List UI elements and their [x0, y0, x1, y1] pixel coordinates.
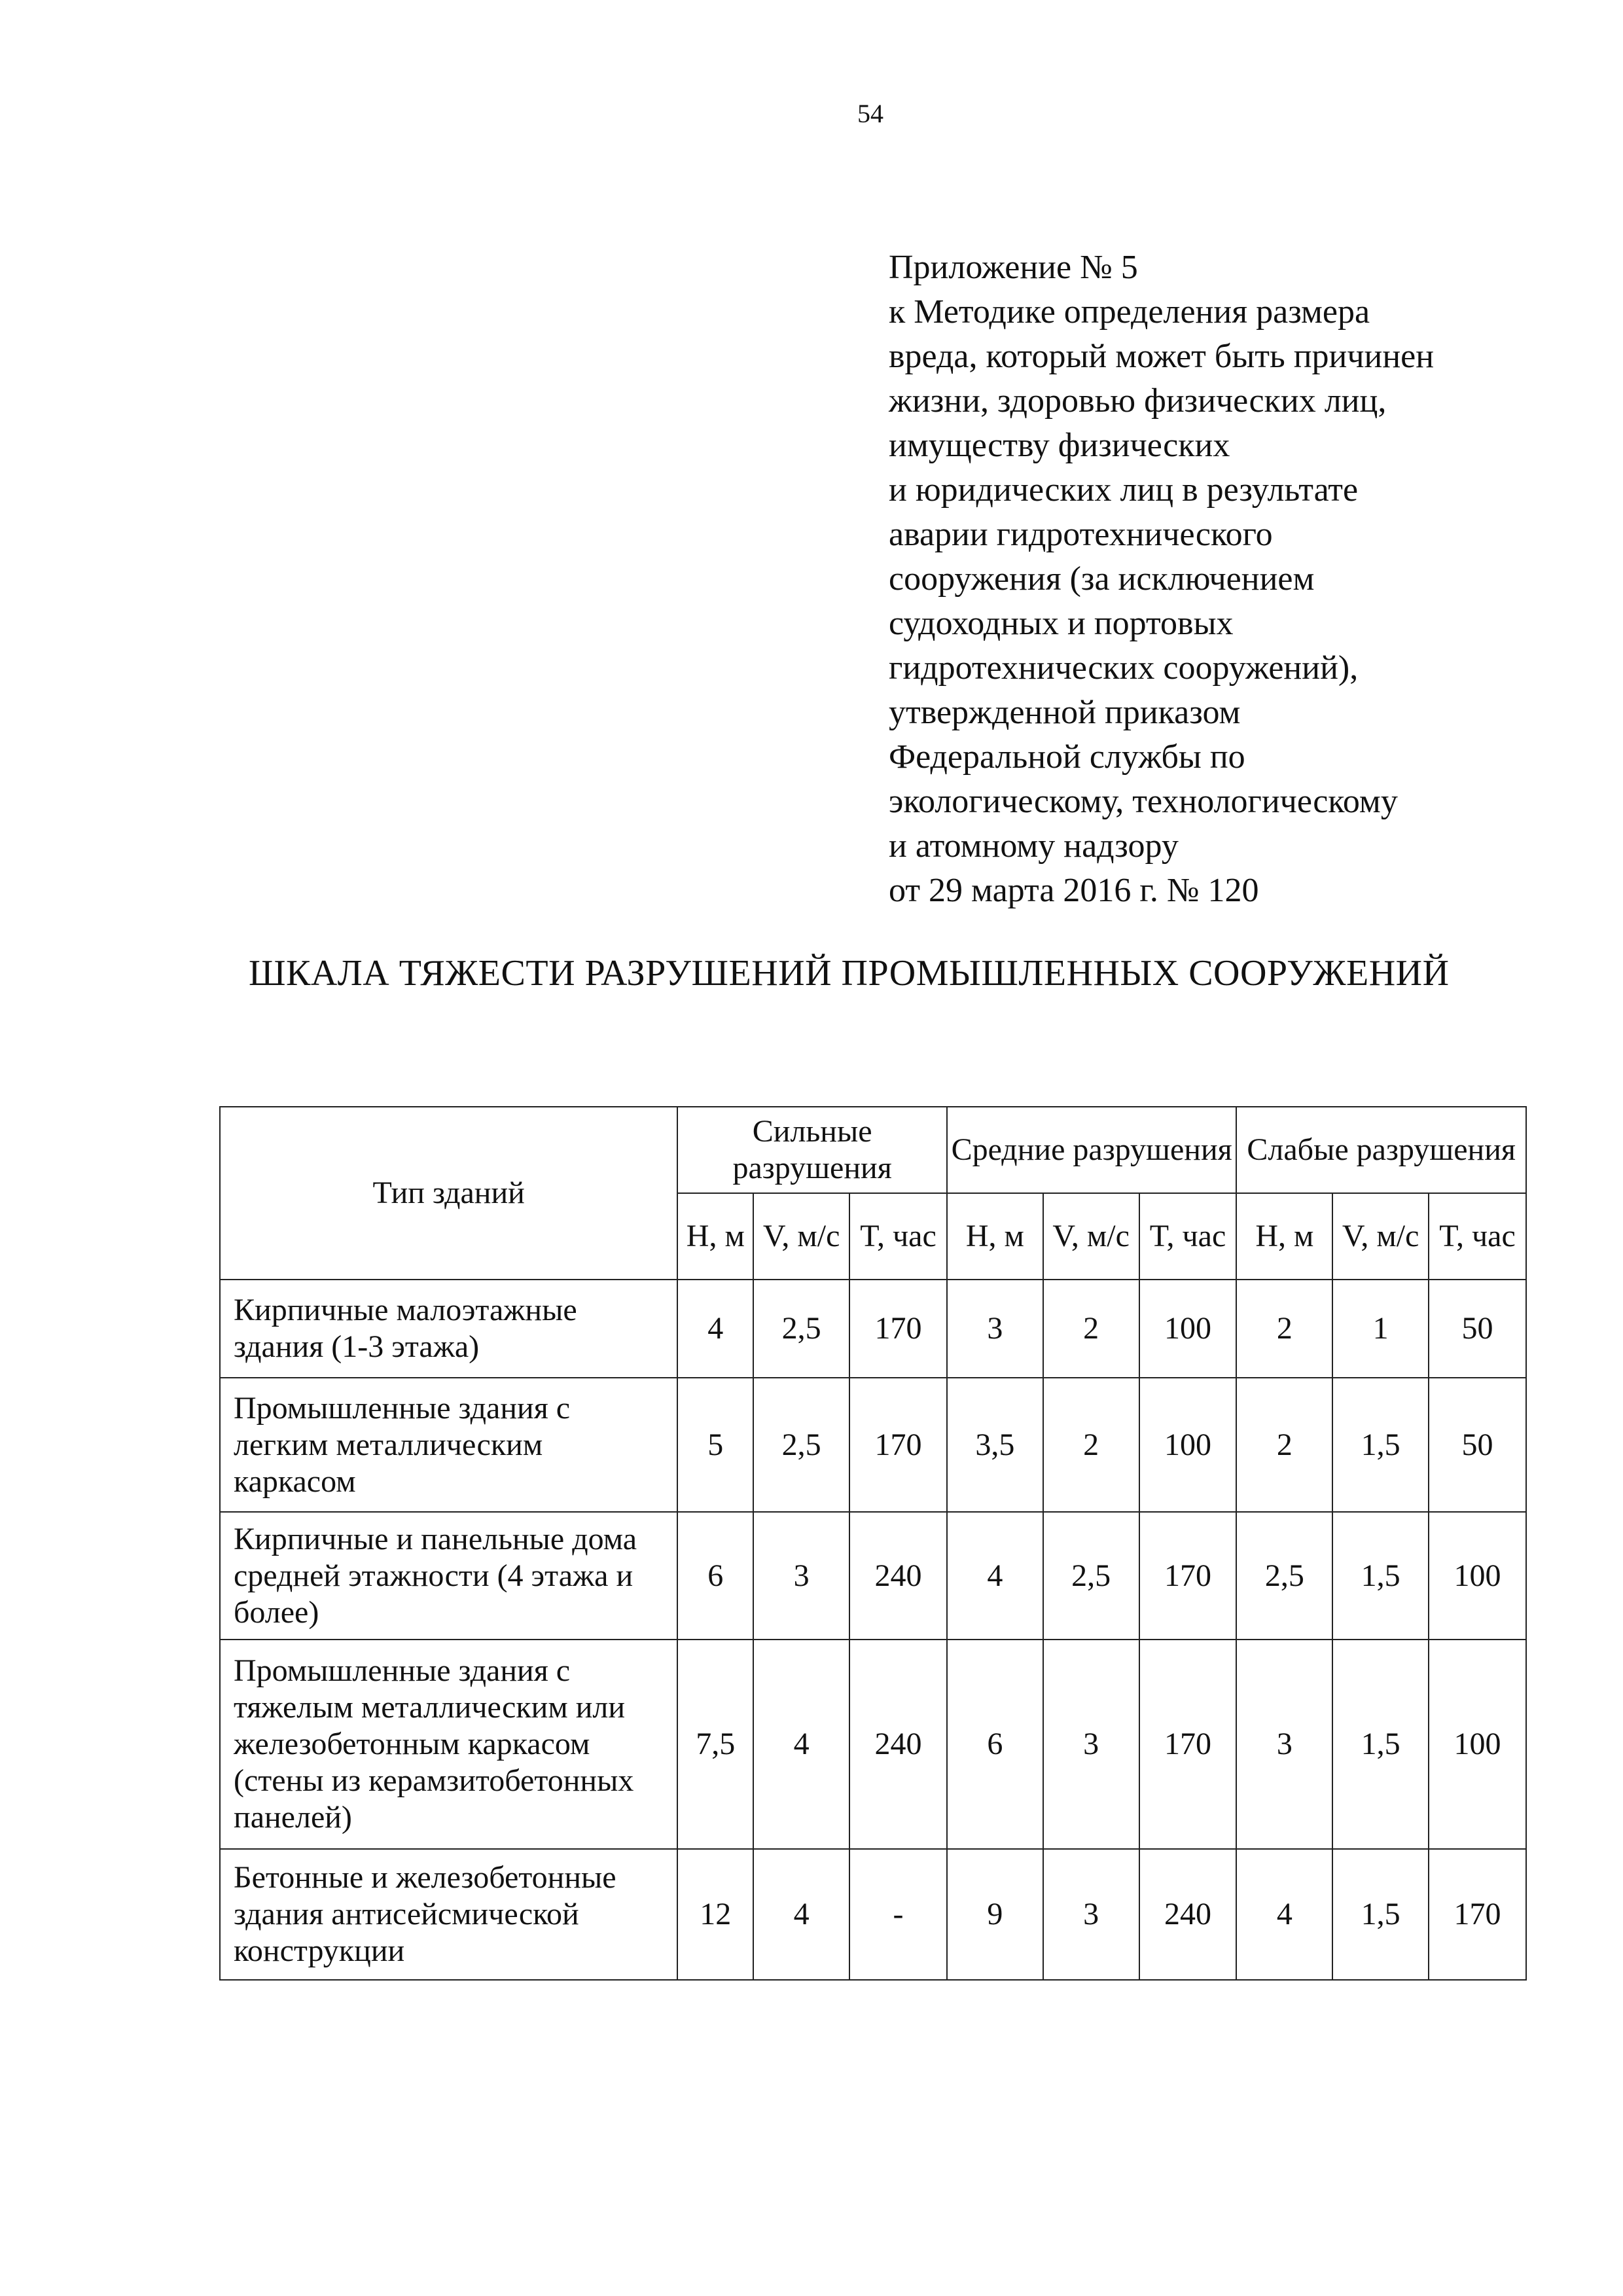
table-cell: 1,5: [1332, 1512, 1429, 1640]
column-header-param: T, час: [1139, 1193, 1237, 1280]
table-cell: 2,5: [753, 1378, 849, 1512]
table-cell: 100: [1139, 1378, 1237, 1512]
appendix-line: к Методике определения размера: [889, 293, 1370, 331]
document-title: ШКАЛА ТЯЖЕСТИ РАЗРУШЕНИЙ ПРОМЫШЛЕННЫХ СООРУЖЕНИЙ: [249, 953, 1450, 994]
table-cell: 4: [677, 1280, 753, 1378]
column-header-param: V, м/с: [753, 1193, 849, 1280]
column-header-param: T, час: [1429, 1193, 1526, 1280]
table-cell: 4: [947, 1512, 1043, 1640]
row-label: Кирпичные малоэтажные здания (1-3 этажа): [220, 1280, 677, 1378]
table-cell: 1,5: [1332, 1640, 1429, 1849]
column-header-param: H, м: [947, 1193, 1043, 1280]
appendix-line: сооружения (за исключением: [889, 560, 1315, 598]
column-header-param: H, м: [677, 1193, 753, 1280]
page-number: 54: [857, 99, 883, 128]
appendix-line: аварии гидротехнического: [889, 516, 1273, 553]
table-cell: 2,5: [1236, 1512, 1332, 1640]
column-group-header-medium: Средние разрушения: [947, 1107, 1237, 1193]
column-header-building-type: Тип зданий: [220, 1107, 677, 1280]
table-cell: 3: [1043, 1640, 1139, 1849]
row-label: Промышленные здания с тяжелым металлическим или железобетонным каркасом (стены из керамзитобетонных панелей): [220, 1640, 677, 1849]
table-row: [220, 1280, 1526, 1378]
table-cell: 2: [1236, 1280, 1332, 1378]
table-cell: 3: [947, 1280, 1043, 1378]
table-cell: 4: [1236, 1849, 1332, 1980]
table-cell: 9: [947, 1849, 1043, 1980]
appendix-line: и атомному надзору: [889, 827, 1179, 865]
appendix-line: экологическому, технологическому: [889, 783, 1398, 820]
table-cell: 2: [1043, 1280, 1139, 1378]
table-cell: 3: [1043, 1849, 1139, 1980]
table-header-row-groups: [220, 1107, 1526, 1193]
table-cell: -: [849, 1849, 947, 1980]
table-row: [220, 1640, 1526, 1849]
table-cell: 50: [1429, 1378, 1526, 1512]
appendix-line: Федеральной службы по: [889, 738, 1245, 776]
column-header-param: T, час: [849, 1193, 947, 1280]
table-cell: 2,5: [1043, 1512, 1139, 1640]
table-cell: 100: [1139, 1280, 1237, 1378]
appendix-line: имуществу физических: [889, 427, 1230, 464]
table-cell: 240: [849, 1640, 947, 1849]
appendix-line: и юридических лиц в результате: [889, 471, 1359, 509]
table-cell: 170: [1139, 1640, 1237, 1849]
table-row: [220, 1378, 1526, 1512]
table-cell: 2: [1043, 1378, 1139, 1512]
table-cell: 2: [1236, 1378, 1332, 1512]
table-cell: 2,5: [753, 1280, 849, 1378]
table-cell: 240: [1139, 1849, 1237, 1980]
table-cell: 1: [1332, 1280, 1429, 1378]
row-label: Промышленные здания с легким металлическим каркасом: [220, 1378, 677, 1512]
table-cell: 5: [677, 1378, 753, 1512]
row-label: Кирпичные и панельные дома средней этажности (4 этажа и более): [220, 1512, 677, 1640]
column-group-header-weak: Слабые разрушения: [1236, 1107, 1526, 1193]
appendix-line: гидротехнических сооружений),: [889, 649, 1359, 687]
table-row: [220, 1849, 1526, 1980]
row-label: Бетонные и железобетонные здания антисейсмической конструкции: [220, 1849, 677, 1980]
appendix-line: жизни, здоровью физических лиц,: [889, 382, 1387, 420]
appendix-line: судоходных и портовых: [889, 605, 1234, 642]
table-cell: 12: [677, 1849, 753, 1980]
table-cell: 7,5: [677, 1640, 753, 1849]
table-cell: 1,5: [1332, 1378, 1429, 1512]
table-row: [220, 1512, 1526, 1640]
table-cell: 50: [1429, 1280, 1526, 1378]
table-cell: 4: [753, 1849, 849, 1980]
column-group-header-severe: Сильные разрушения: [677, 1107, 947, 1193]
appendix-line: от 29 марта 2016 г. № 120: [889, 872, 1259, 909]
appendix-reference-block: [889, 245, 1556, 913]
table-cell: 170: [1139, 1512, 1237, 1640]
table-cell: 100: [1429, 1640, 1526, 1849]
table-cell: 1,5: [1332, 1849, 1429, 1980]
table-cell: 170: [1429, 1849, 1526, 1980]
table-cell: 6: [947, 1640, 1043, 1849]
destruction-scale-table: [219, 1106, 1527, 1981]
table-cell: 240: [849, 1512, 947, 1640]
table-cell: 3: [753, 1512, 849, 1640]
column-header-param: V, м/с: [1043, 1193, 1139, 1280]
table-cell: 6: [677, 1512, 753, 1640]
table-cell: 100: [1429, 1512, 1526, 1640]
appendix-line: Приложение № 5: [889, 249, 1138, 286]
column-header-param: H, м: [1236, 1193, 1332, 1280]
table-cell: 170: [849, 1378, 947, 1512]
appendix-line: вреда, который может быть причинен: [889, 338, 1435, 375]
table-cell: 4: [753, 1640, 849, 1849]
table-cell: 3: [1236, 1640, 1332, 1849]
appendix-line: утвержденной приказом: [889, 694, 1241, 731]
table-cell: 170: [849, 1280, 947, 1378]
table-cell: 3,5: [947, 1378, 1043, 1512]
column-header-param: V, м/с: [1332, 1193, 1429, 1280]
